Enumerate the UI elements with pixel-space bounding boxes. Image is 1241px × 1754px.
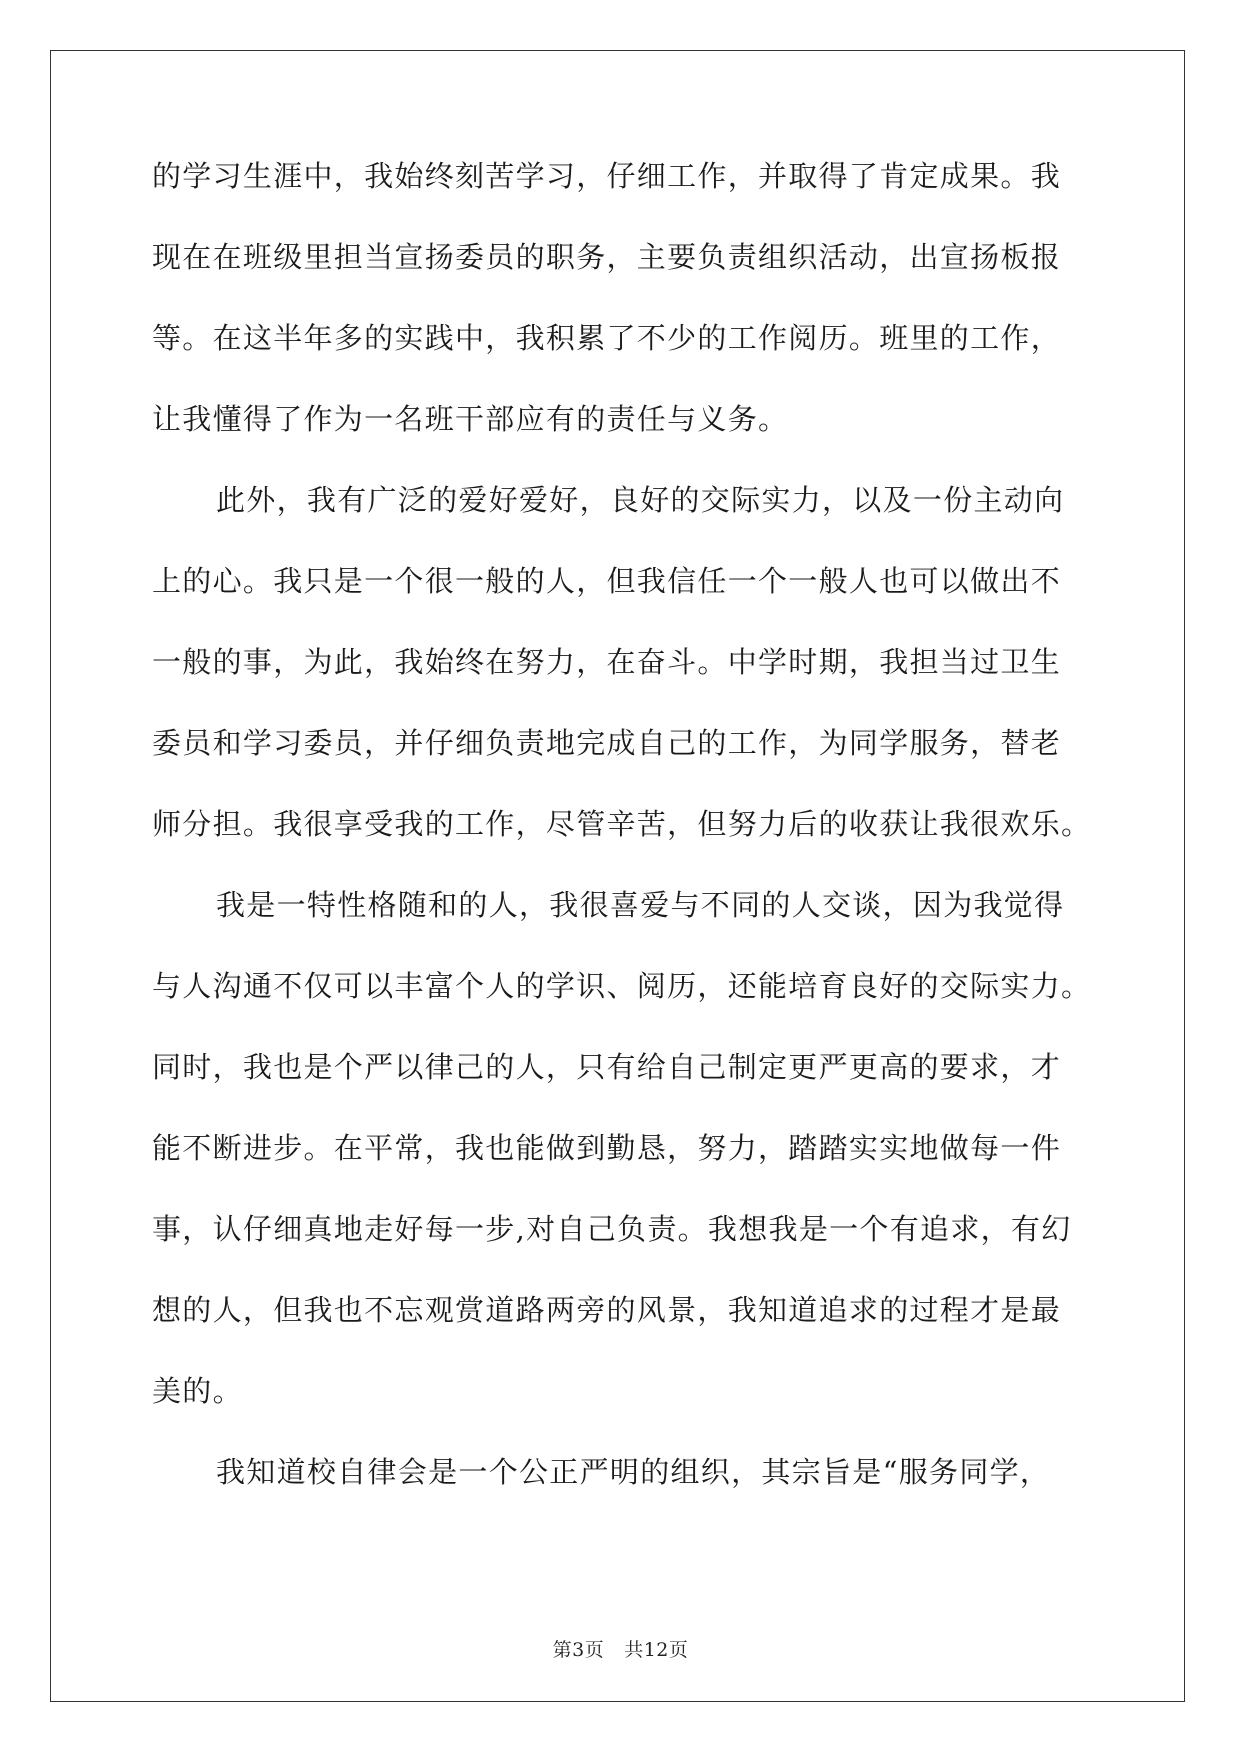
text-line: 等。在这半年多的实践中，我积累了不少的工作阅历。班里的工作，: [152, 321, 1062, 355]
page-number-total: 共12页: [624, 1639, 689, 1661]
text-line: 现在在班级里担当宣扬委员的职务，主要负责组织活动，出宣扬板报: [152, 240, 1062, 274]
text-line: 能不断进步。在平常，我也能做到勤恳，努力，踏踏实实地做每一件: [152, 1131, 1062, 1165]
text-line: 师分担。我很享受我的工作，尽管辛苦，但努力后的收获让我很欢乐。: [152, 807, 1092, 841]
paragraph-start-line: 我知道校自律会是一个公正严明的组织，其宗旨是“服务同学，: [216, 1455, 1051, 1489]
text-line: 想的人，但我也不忘观赏道路两旁的风景，我知道追求的过程才是最: [152, 1293, 1062, 1327]
text-line: 委员和学习委员，并仔细负责地完成自己的工作，为同学服务，替老: [152, 726, 1062, 760]
paragraph-start-line: 此外，我有广泛的爱好爱好，良好的交际实力，以及一份主动向: [216, 483, 1065, 517]
text-line: 的学习生涯中，我始终刻苦学习，仔细工作，并取得了肯定成果。我: [152, 159, 1062, 193]
document-body: [152, 158, 1092, 1535]
page-number-current: 第3页: [552, 1639, 605, 1661]
text-line: 同时，我也是个严以律己的人，只有给自己制定更严更高的要求，才: [152, 1050, 1062, 1084]
page-footer: [0, 1635, 1241, 1662]
paragraph-start-line: 我是一特性格随和的人，我很喜爱与不同的人交谈，因为我觉得: [216, 888, 1065, 922]
text-line: 让我懂得了作为一名班干部应有的责任与义务。: [152, 402, 789, 436]
text-line: 一般的事，为此，我始终在努力，在奋斗。中学时期，我担当过卫生: [152, 645, 1062, 679]
text-line: 上的心。我只是一个很一般的人，但我信任一个一般人也可以做出不: [152, 564, 1062, 598]
text-line: 事，认仔细真地走好每一步,对自己负责。我想我是一个有追求，有幻: [152, 1212, 1072, 1246]
text-line: 美的。: [152, 1374, 243, 1408]
text-line: 与人沟通不仅可以丰富个人的学识、阅历，还能培育良好的交际实力。: [152, 969, 1092, 1003]
